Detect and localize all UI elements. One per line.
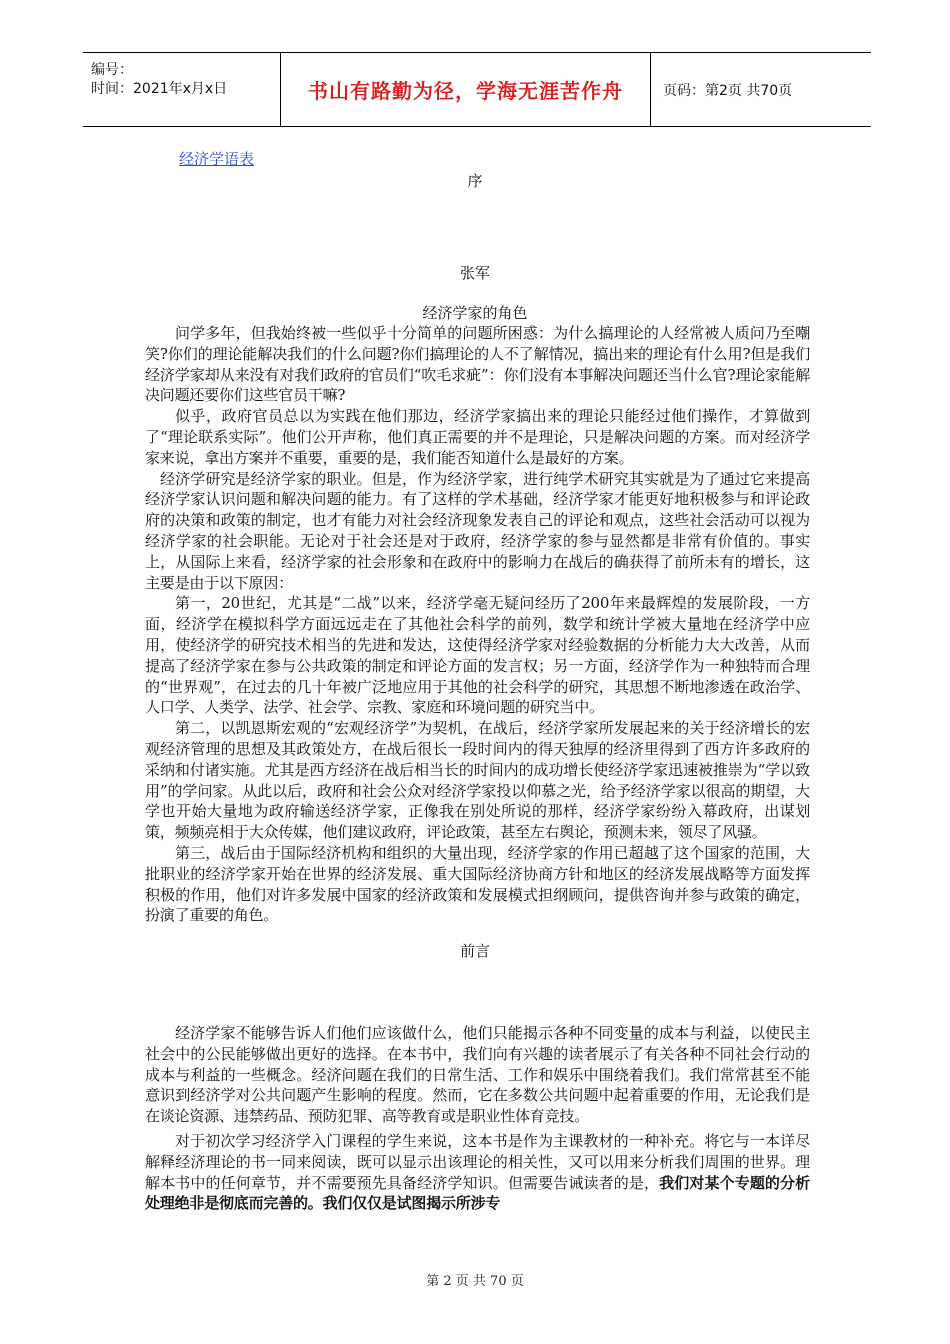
header-table — [83, 52, 871, 127]
foreword-body — [145, 1023, 810, 1214]
bold-text: 我们对某个专题的分析处理绝非是彻底而完善的。我们仅仅是试图揭示所涉专 — [145, 1173, 810, 1213]
section-title: 经济学家的角色 — [422, 304, 528, 322]
glossary-link[interactable]: 经济学语表 — [179, 150, 255, 168]
paragraph: 第一，20世纪，尤其是“二战”以来，经济学毫无疑问经历了200年来最辉煌的发展阶段，一方面，经济学在模拟科学方面远远走在了其他社会科学的前列，数学和统计学被大量地在经济学中应用，使经济学的研究技术相当的先进和发达，这使得经济学家对经验数据的分析能力大大改善，从而提高了经济学家在参与公共政策的制定和评论方面的发言权；另一方面，经济学作为一种独特而合理的“世界观”，在过去的几十年被广泛地应用于其他的社会科学的研究，其思想不断地渗透在政治学、人口学、人类学、法学、社会学、宗教、家庭和环境问题的研究当中。 — [145, 594, 810, 717]
paragraph — [145, 1131, 810, 1214]
paragraph-text: 对于初次学习经济学入门课程的学生来说，这本书是作为主课教材的一种补充。将它与一本详尽解释经济理论的书一同来阅读，既可以显示出该理论的相关性，又可以用来分析我们周围的世界。理解本书中的任何章节，并不需要预先具备经济学知识。但需要告诫读者的是， — [145, 1131, 810, 1192]
paragraph: 似乎，政府官员总以为实践在他们那边，经济学家搞出来的理论只能经过他们操作，才算做到了“理论联系实际”。他们公开声称，他们真正需要的并不是理论，只是解决问题的方案。而对经济学家来说，拿出方案并不重要，重要的是，我们能否知道什么是最好的方案。 — [145, 407, 810, 467]
header-page-info: 页码：第2页 共70页 — [663, 82, 793, 99]
page-footer: 第 2 页 共 70 页 — [426, 1274, 524, 1289]
header-motto-cell — [281, 53, 651, 126]
preface-body — [145, 323, 810, 926]
paragraph: 第三，战后由于国际经济机构和组织的大量出现，经济学家的作用已超越了这个国家的范围，大批职业的经济学家开始在世界的经济发展、重大国际经济协商方针和地区的经济发展战略等方面发挥积极的作用，他们对许多发展中国家的经济政策和发展模式担纲顾问，提供咨询并参与政策的确定，扮演了重要的角色。 — [145, 843, 810, 925]
preface-title: 序 — [467, 172, 483, 190]
paragraph: 经济学研究是经济学家的职业。但是，作为经济学家，进行纯学术研究其实就是为了通过它来提高经济学家认识问题和解决问题的能力。有了这样的学术基础，经济学家才能更好地积极参与和评论政府的决策和政策的制定，也才有能力对社会经济现象发表自己的评论和观点，这些社会活动可以视为经济学家的社会职能。无论对于社会还是对于政府，经济学家的参与显然都是非常有价值的。事实上，从国际上来看，经济学家的社会形象和在政府中的影响力在战后的确获得了前所未有的增长，这主要是由于以下原因： — [145, 469, 810, 592]
time-label: 时间：2021年x月x日 — [91, 81, 228, 97]
motto: 书山有路勤为径，学海无涯苦作舟 — [308, 79, 623, 103]
author-name: 张军 — [459, 264, 490, 282]
paragraph: 问学多年，但我始终被一些似乎十分简单的问题所困惑：为什么搞理论的人经常被人质问乃至嘲笑?你们的理论能解决我们的什么问题?你们搞理论的人不了解情况，搞出来的理论有什么用?但是我们经济学家却从来没有对我们政府的官员们“吹毛求疵”：你们没有本事解决问题还当什么官?理论家能解决问题还要你们这些官员干嘛? — [145, 324, 810, 405]
header-meta — [83, 53, 281, 126]
foreword-title: 前言 — [459, 942, 490, 960]
paragraph: 第二，以凯恩斯宏观的“宏观经济学”为契机，在战后，经济学家所发展起来的关于经济增长的宏观经济管理的思想及其政策处方，在战后很长一段时间内的得天独厚的经济里得到了西方许多政府的采纳和付诸实施。尤其是西方经济在战后相当长的时间内的成功增长使经济学家迅速被推崇为“学以致用”的学问家。从此以后，政府和社会公众对经济学家投以仰慕之光，给予经济学家以很高的期望，大学也开始大量地为政府输送经济学家，正像我在别处所说的那样，经济学家纷纷入幕政府，出谋划策，频频亮相于大众传媒，他们建议政府，评论政策，甚至左右舆论，预测未来，领尽了风骚。 — [145, 719, 810, 842]
paragraph: 经济学家不能够告诉人们他们应该做什么，他们只能揭示各种不同变量的成本与利益，以使民主社会中的公民能够做出更好的选择。在本书中，我们向有兴趣的读者展示了有关各种不同社会行动的成本与利益的一些概念。经济问题在我们的日常生活、工作和娱乐中围绕着我们。我们常常甚至不能意识到经济学对公共问题产生影响的程度。然而，它在多数公共问题中起着重要的作用，无论我们是在谈论资源、违禁药品、预防犯罪、高等教育或是职业性体育竞技。 — [145, 1024, 810, 1126]
number-label: 编号： — [91, 62, 133, 78]
